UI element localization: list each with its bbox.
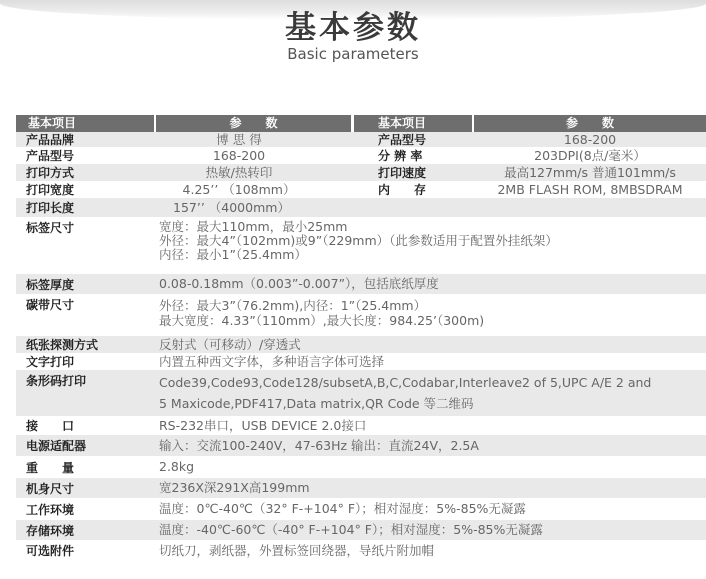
- row-key: 打印速度: [378, 166, 427, 180]
- row-key: 接 口: [26, 419, 75, 433]
- table-row: [16, 336, 706, 353]
- value-line: 外径：最大3”（76.2mm),内径：1”（25.4mm）: [159, 298, 427, 313]
- table-row: [16, 498, 706, 520]
- table-row: [16, 294, 706, 334]
- row-value: [155, 217, 706, 262]
- table-row: [16, 456, 706, 478]
- row-value: 温度：0℃-40℃（32° F-+104° F）；相对湿度：5%-85%无凝露: [159, 501, 526, 516]
- row-key: 机身尺寸: [26, 481, 75, 496]
- table-row: [16, 520, 706, 540]
- row-value: 温度：-40℃-60℃（-40° F-+104° F）；相对湿度：5%-85%无凝露: [159, 522, 543, 537]
- row-value: 2MB FLASH ROM, 8MBSDRAM: [497, 181, 683, 197]
- row-value: 4.25’’ （108mm）: [182, 181, 296, 197]
- table-row: [16, 370, 706, 416]
- table-row: [16, 181, 706, 198]
- value-line: 内径：最小1”（25.4mm）: [159, 247, 307, 262]
- row-key: 产品品牌: [26, 133, 75, 147]
- row-value: 0.08-0.18mm（0.003”-0.007”），包括底纸厚度: [159, 276, 439, 291]
- row-value: 2.8kg: [159, 459, 195, 474]
- row-key: 电源适配器: [26, 439, 87, 453]
- row-value: 反射式（可移动）/穿透式: [159, 336, 301, 352]
- spec-table: [16, 115, 706, 561]
- row-key: 纸张探测方式: [26, 338, 99, 352]
- row-key: 内 存: [378, 183, 427, 197]
- row-value: 168-200: [212, 147, 266, 163]
- row-value: 博 思 得: [216, 131, 262, 147]
- header-cell-param-2: 参 数: [474, 115, 706, 132]
- row-key: 产品型号: [378, 133, 427, 147]
- row-value: 宽236X深291X高199mm: [159, 480, 310, 495]
- table-row: [16, 217, 706, 274]
- value-line: 5 Maxicode,PDF417,Data matrix,QR Code 等二维码: [159, 396, 474, 411]
- table-row: [16, 353, 706, 370]
- row-value: 157’’ （4000mm）: [173, 199, 290, 215]
- table-row: [16, 540, 706, 561]
- row-key: 标签厚度: [26, 277, 75, 292]
- value-line: 外径：最大4”（102mm)或9”（229mm）（此参数适用于配置外挂纸架）: [159, 233, 558, 248]
- row-value: 内置五种西文字体，多种语言字体可选择: [159, 353, 385, 369]
- row-key: 产品型号: [26, 149, 75, 163]
- title-block: [0, 10, 706, 62]
- page-title: 基本参数: [285, 10, 421, 46]
- row-value: 输入：交流100-240V，47-63Hz 输出：直流24V，2.5A: [159, 437, 479, 453]
- table-row: [16, 132, 706, 147]
- row-key: 条形码打印: [26, 374, 87, 388]
- table-row: [16, 435, 706, 456]
- row-key: 打印长度: [26, 201, 75, 215]
- row-value: 最高127mm/s 普通101mm/s: [504, 164, 676, 180]
- row-key: 存储环境: [26, 523, 75, 538]
- table-row: [16, 478, 706, 498]
- row-value: 切纸刀，剥纸器，外置标签回绕器，导纸片附加帽: [159, 542, 435, 558]
- header-cell-param: 参 数: [156, 115, 351, 132]
- row-value: 168-200: [563, 131, 617, 147]
- table-row: [16, 416, 706, 435]
- table-row: [16, 164, 706, 181]
- row-key: 碳带尺寸: [26, 298, 75, 312]
- page-subtitle: Basic parameters: [287, 45, 419, 63]
- header-cell-item-2: 基本项目: [354, 115, 472, 132]
- value-line: Code39,Code93,Code128/subsetA,B,C,Codabar,Interleave2 of 5,UPC A/E 2 and: [159, 375, 652, 390]
- row-key: 打印方式: [26, 166, 75, 180]
- row-key: 打印宽度: [26, 183, 75, 197]
- row-value: [155, 370, 706, 414]
- table-row: [16, 274, 706, 294]
- table-row: [16, 147, 706, 164]
- value-line: 宽度：最大110mm，最小25mm: [159, 219, 348, 234]
- table-header: [16, 115, 706, 132]
- row-key: 可选附件: [26, 544, 75, 558]
- row-key: 重 量: [26, 460, 75, 475]
- row-value: [155, 294, 706, 328]
- row-key: 工作环境: [26, 502, 75, 517]
- value-line: 最大宽度：4.33”（110mm）,最大长度：984.25’（300m): [159, 313, 485, 328]
- row-key: 分 辨 率: [378, 149, 423, 163]
- row-value: RS-232串口，USB DEVICE 2.0接口: [159, 417, 367, 433]
- header-cell-item: 基本项目: [16, 115, 154, 132]
- row-key: 标签尺寸: [26, 221, 75, 235]
- row-value: 热敏/热转印: [205, 164, 273, 180]
- row-value: 203DPI(8点/毫米）: [534, 147, 646, 163]
- table-row: [16, 198, 706, 217]
- row-key: 文字打印: [26, 355, 75, 369]
